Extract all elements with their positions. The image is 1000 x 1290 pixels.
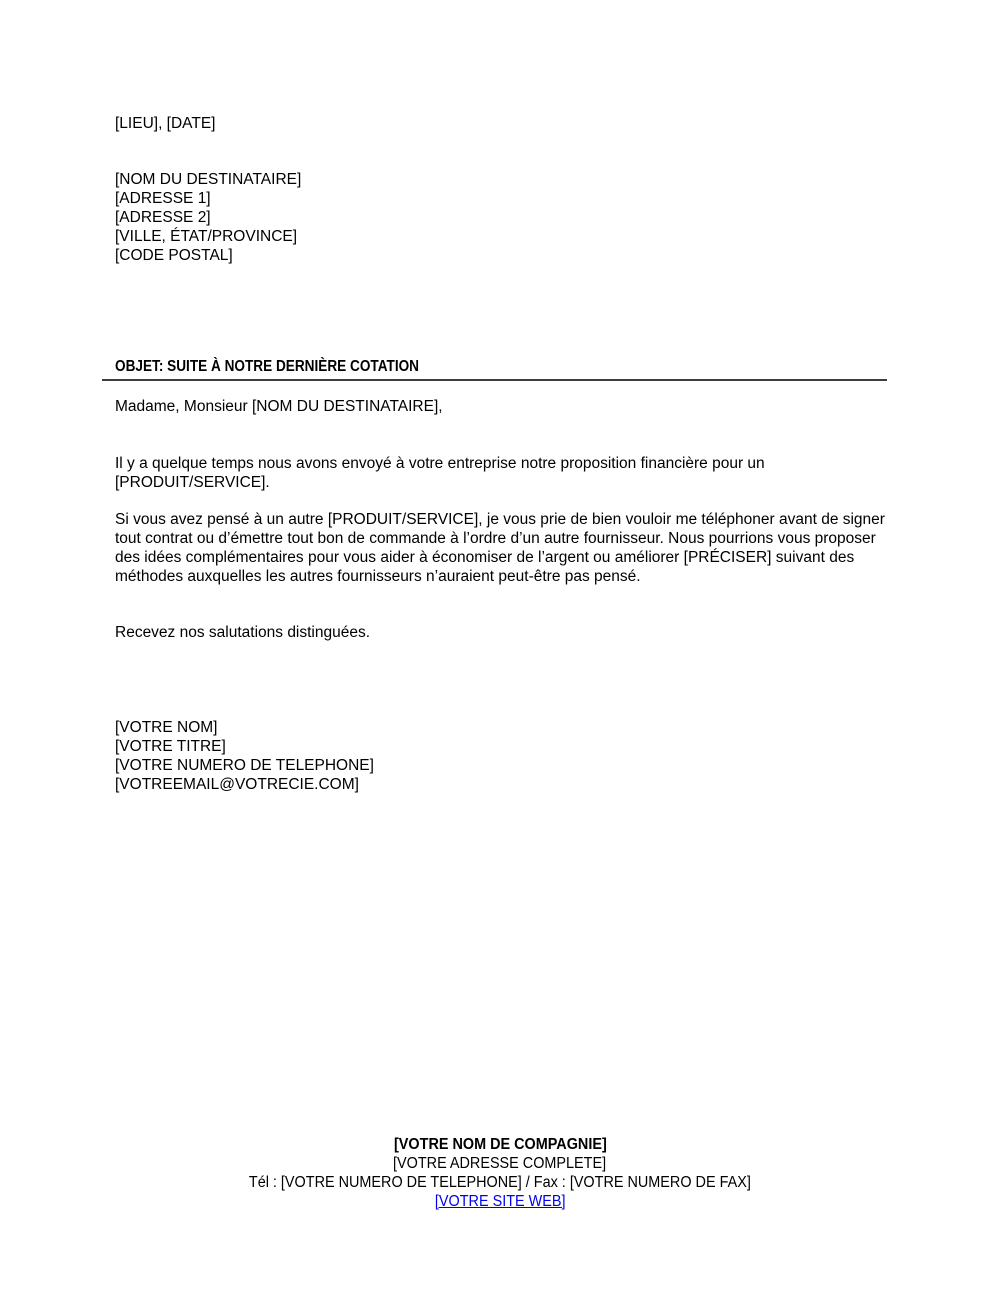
recipient-address-2: [ADRESSE 2]: [115, 209, 211, 226]
date-line: [LIEU], [DATE]: [115, 115, 216, 132]
closing: Recevez nos salutations distinguées.: [115, 624, 371, 641]
body-paragraph-1: Il y a quelque temps nous avons envoyé à votre entreprise notre proposition financière pour un [PRODUIT/SERVICE].: [115, 455, 765, 491]
footer-telfax: Tél : [VOTRE NUMERO DE TELEPHONE] / Fax : [VOTRE NUMERO DE FAX]: [249, 1174, 751, 1191]
recipient-postal-code: [CODE POSTAL]: [115, 247, 233, 264]
footer-website-link[interactable]: [VOTRE SITE WEB]: [434, 1193, 566, 1210]
signature-name: [VOTRE NOM]: [115, 719, 218, 736]
footer-telfax-line: [0, 1173, 1000, 1192]
footer-company: [VOTRE NOM DE COMPAGNIE]: [393, 1136, 607, 1153]
signature-phone: [VOTRE NUMERO DE TELEPHONE]: [115, 757, 374, 774]
recipient-name: [NOM DU DESTINATAIRE]: [115, 171, 302, 188]
signature-block: [115, 718, 887, 794]
subject-title: OBJET: SUITE À NOTRE DERNIÈRE COTATION: [115, 358, 420, 375]
signature-email: [VOTREEMAIL@VOTRECIE.COM]: [115, 776, 359, 793]
footer-address-line: [0, 1154, 1000, 1173]
footer-address: [VOTRE ADRESSE COMPLETE]: [393, 1155, 607, 1172]
recipient-block: [115, 170, 887, 265]
recipient-address-1: [ADRESSE 1]: [115, 190, 211, 207]
footer: [0, 1135, 1000, 1211]
footer-company-line: [0, 1135, 1000, 1154]
subject-rule: [102, 357, 887, 381]
salutation: Madame, Monsieur [NOM DU DESTINATAIRE],: [115, 398, 443, 415]
signature-title: [VOTRE TITRE]: [115, 738, 226, 755]
footer-website-line: [0, 1192, 1000, 1211]
body-paragraph-2: Si vous avez pensé à un autre [PRODUIT/SERVICE], je vous prie de bien vouloir me téléphoner avant de signer tout contrat ou d’émettre tout bon de commande à l’ordre d’un autre fournisseur. Nous pourrions vous proposer des idées complémentaires pour vous aider à économiser de l’argent ou améliorer [PRÉCISER] suivant des méthodes auxquelles les autres fournisseurs n’auraient peut-être pas pensé.: [115, 511, 885, 585]
recipient-city-state: [VILLE, ÉTAT/PROVINCE]: [115, 228, 298, 245]
